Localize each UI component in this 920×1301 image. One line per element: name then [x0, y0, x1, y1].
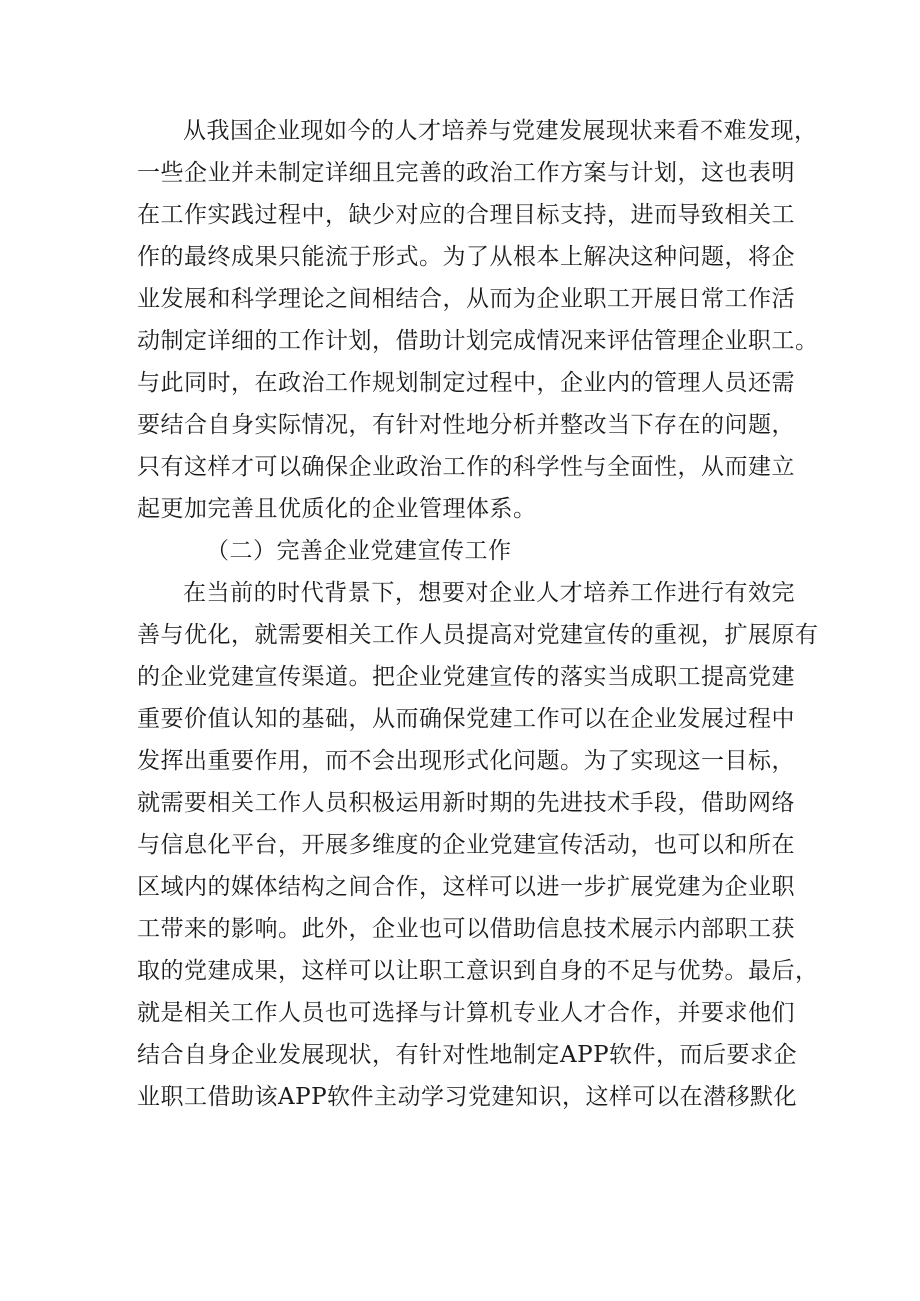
text-line: 结合自身企业发展现状，有针对性地制定APP软件，而后要求企 [137, 1042, 798, 1068]
text-line: 重要价值认知的基础，从而确保党建工作可以在企业发展过程中 [137, 706, 795, 732]
text-line: 一些企业并未制定详细且完善的政治工作方案与计划，这也表明 [137, 160, 795, 186]
text-line: 只有这样才可以确保企业政治工作的科学性与全面性，从而建立 [137, 454, 795, 480]
text-line: 起更加完善且优质化的企业管理体系。 [137, 496, 537, 522]
text-line: 业发展和科学理论之间相结合，从而为企业职工开展日常工作活 [137, 286, 795, 312]
text-line: 发挥出重要作用，而不会出现形式化问题。为了实现这一目标， [137, 748, 795, 774]
paragraph-2 [137, 572, 819, 1118]
text-line: 工带来的影响。此外，企业也可以借助信息技术展示内部职工获 [137, 916, 795, 942]
text-line: 就是相关工作人员也可选择与计算机专业人才合作，并要求他们 [137, 1000, 795, 1026]
text-line: 的企业党建宣传渠道。把企业党建宣传的落实当成职工提高党建 [137, 664, 795, 690]
text-line: 动制定详细的工作计划，借助计划完成情况来评估管理企业职工。 [137, 328, 819, 354]
text-line: 从我国企业现如今的人才培养与党建发展现状来看不难发现， [183, 118, 818, 144]
text-line: 区域内的媒体结构之间合作，这样可以进一步扩展党建为企业职 [137, 874, 795, 900]
text-line: 作的最终成果只能流于形式。为了从根本上解决这种问题，将企 [137, 244, 795, 270]
text-line: 在工作实践过程中，缺少对应的合理目标支持，进而导致相关工 [137, 202, 795, 228]
text-line: 取的党建成果，这样可以让职工意识到自身的不足与优势。最后， [137, 958, 819, 984]
text-line: 就需要相关工作人员积极运用新时期的先进技术手段，借助网络 [137, 790, 795, 816]
text-line: 要结合自身实际情况，有针对性地分析并整改当下存在的问题， [137, 412, 795, 438]
text-line: 业职工借助该APP软件主动学习党建知识，这样可以在潜移默化 [137, 1084, 798, 1110]
text-line: 与此同时，在政治工作规划制定过程中，企业内的管理人员还需 [137, 370, 795, 396]
text-line: 与信息化平台，开展多维度的企业党建宣传活动，也可以和所在 [137, 832, 795, 858]
text-line: 善与优化，就需要相关工作人员提高对党建宣传的重视，扩展原有 [137, 622, 819, 648]
paragraph-1 [137, 110, 819, 530]
section-heading: （二）完善企业党建宣传工作 [206, 538, 512, 564]
document-body [137, 110, 819, 1118]
text-line: 在当前的时代背景下，想要对企业人才培养工作进行有效完 [183, 580, 795, 606]
